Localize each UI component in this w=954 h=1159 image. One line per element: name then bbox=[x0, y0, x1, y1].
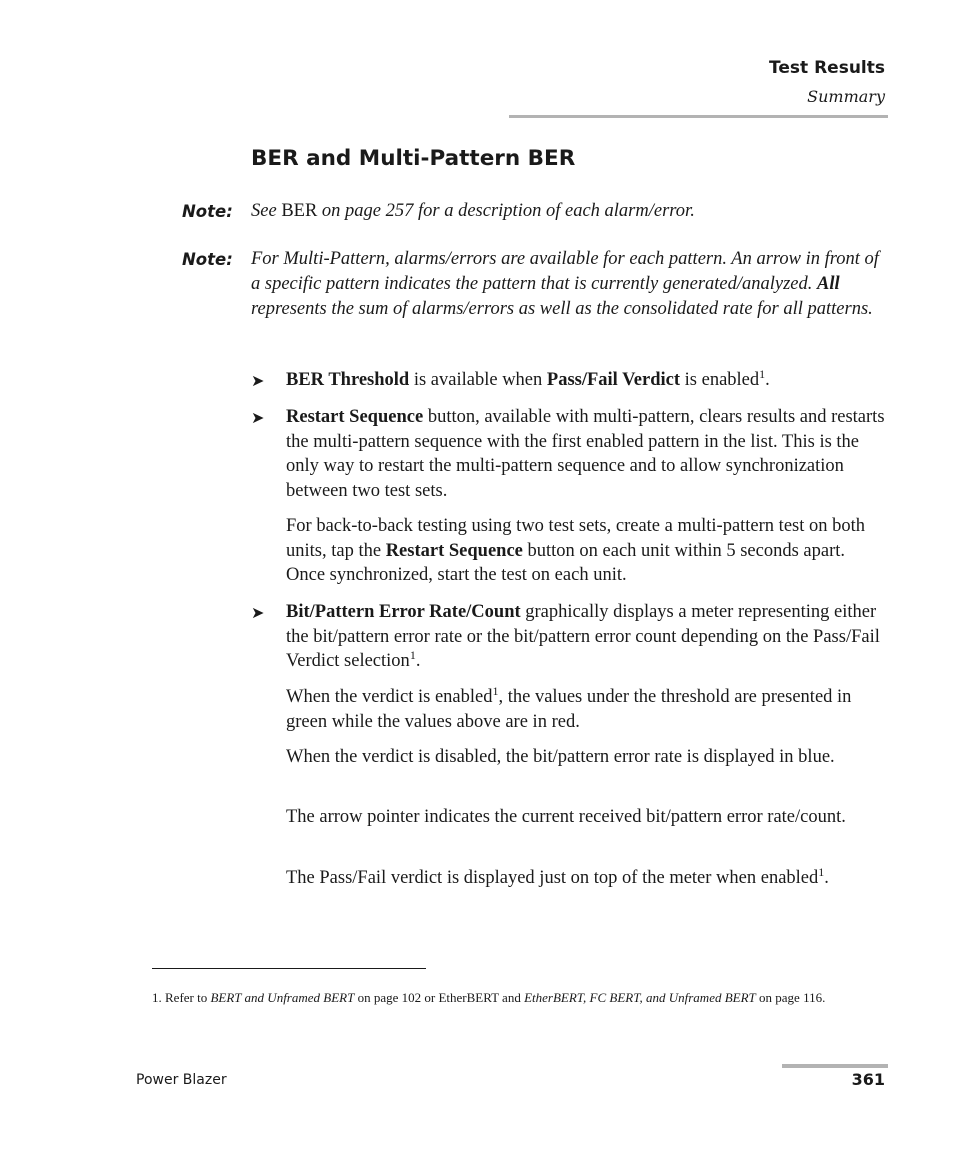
bullet-1-t3: . bbox=[765, 370, 770, 390]
footnote-ref[interactable]: 1 bbox=[818, 864, 825, 879]
bullet-3-p2a: When the verdict is enabled bbox=[286, 687, 493, 707]
bullet-2-para-2 bbox=[286, 514, 888, 588]
bullet-arrow-icon: ➤ bbox=[251, 603, 265, 622]
bullet-3-t1: graphically displays a meter representing either the bit/pattern error rate or the bit/pattern error count depending on the Pass/Fail Verdict selection bbox=[286, 602, 880, 672]
restart-sequence-term: Restart Sequence bbox=[385, 540, 523, 561]
bullet-3-p2b: , the values under the threshold are presented in green while the values above are in red. bbox=[286, 687, 852, 732]
restart-sequence-term: Restart Sequence bbox=[286, 407, 424, 427]
note-2-bold: All bbox=[817, 273, 840, 294]
ber-threshold-term: BER Threshold bbox=[286, 370, 410, 390]
bullet-1-t1: is available when bbox=[409, 370, 547, 390]
bullet-3-para-2 bbox=[286, 685, 888, 734]
bullet-3-para-4: The arrow pointer indicates the current received bit/pattern error rate/count. bbox=[286, 807, 846, 827]
note-1-text-a: See bbox=[251, 201, 282, 221]
footnote-a: 1. Refer to bbox=[152, 990, 211, 1005]
bullet-3-para-5 bbox=[286, 866, 888, 891]
footer-product-name: Power Blazer bbox=[136, 1072, 227, 1088]
footnote bbox=[152, 990, 872, 1006]
bullet-2-text bbox=[286, 405, 888, 503]
bullet-3-text bbox=[286, 600, 888, 674]
footnote-ref[interactable]: 1 bbox=[492, 683, 499, 698]
footer-rule bbox=[782, 1064, 888, 1068]
footnote-ref-title-2: EtherBERT, FC BERT, and Unframed BERT bbox=[524, 990, 756, 1005]
pass-fail-verdict-term: Pass/Fail Verdict bbox=[546, 370, 681, 390]
bullet-2-p2a: For back-to-back testing using two test sets, create a multi-pattern test on both units, tap the bbox=[286, 516, 866, 561]
bullet-3-p5a: The Pass/Fail verdict is displayed just on top of the meter when enabled bbox=[286, 868, 819, 888]
note-label-2: Note: bbox=[182, 250, 233, 269]
footnote-rule bbox=[152, 968, 426, 969]
error-rate-term: Bit/Pattern Error Rate/Count bbox=[286, 602, 521, 622]
bullet-2-p2b: button on each unit within 5 seconds apart. Once synchronized, start the test on each unit. bbox=[286, 540, 846, 586]
bullet-arrow-icon: ➤ bbox=[251, 408, 265, 427]
note-2-text-b: represents the sum of alarms/errors as well as the consolidated rate for all patterns. bbox=[251, 298, 873, 319]
header-rule bbox=[509, 115, 888, 118]
running-header-subtitle: Summary bbox=[807, 87, 885, 106]
footnote-ref[interactable]: 1 bbox=[409, 648, 416, 663]
bullet-arrow-icon: ➤ bbox=[251, 371, 265, 390]
note-1-text-b: on page 257 for a description of each alarm/error. bbox=[317, 201, 695, 221]
bullet-3-p5b: . bbox=[824, 868, 829, 888]
bullet-1-text bbox=[286, 368, 888, 393]
footnote-c: on page 102 or EtherBERT and bbox=[354, 990, 525, 1005]
footnote-e: on page 116. bbox=[755, 990, 826, 1005]
footnote-ref-title-1: BERT and Unframed BERT bbox=[210, 990, 355, 1005]
bullet-3-t2: . bbox=[415, 651, 421, 672]
note-text-2 bbox=[251, 247, 891, 321]
bullet-1-t2: is enabled bbox=[680, 370, 760, 390]
note-2-text-a: For Multi-Pattern, alarms/errors are available for each pattern. An arrow in front of a specific pattern indicates the pattern that is currently generated/analyzed. bbox=[251, 249, 879, 294]
page-number: 361 bbox=[851, 1070, 885, 1089]
footnote-ref[interactable]: 1 bbox=[759, 366, 766, 381]
note-text-1 bbox=[251, 199, 891, 224]
note-1-ref: BER bbox=[281, 201, 318, 221]
bullet-3-para-3: When the verdict is disabled, the bit/pattern error rate is displayed in blue. bbox=[286, 747, 835, 767]
running-header-title: Test Results bbox=[769, 58, 885, 78]
note-label-1: Note: bbox=[182, 202, 233, 221]
section-title: BER and Multi-Pattern BER bbox=[251, 146, 576, 171]
bullet-2-t1: button, available with multi-pattern, clears results and restarts the multi-pattern sequence with the first enabled pattern in the list. This is the only way to restart the multi-pattern sequence and to allow synchronization between two test sets. bbox=[286, 407, 885, 501]
